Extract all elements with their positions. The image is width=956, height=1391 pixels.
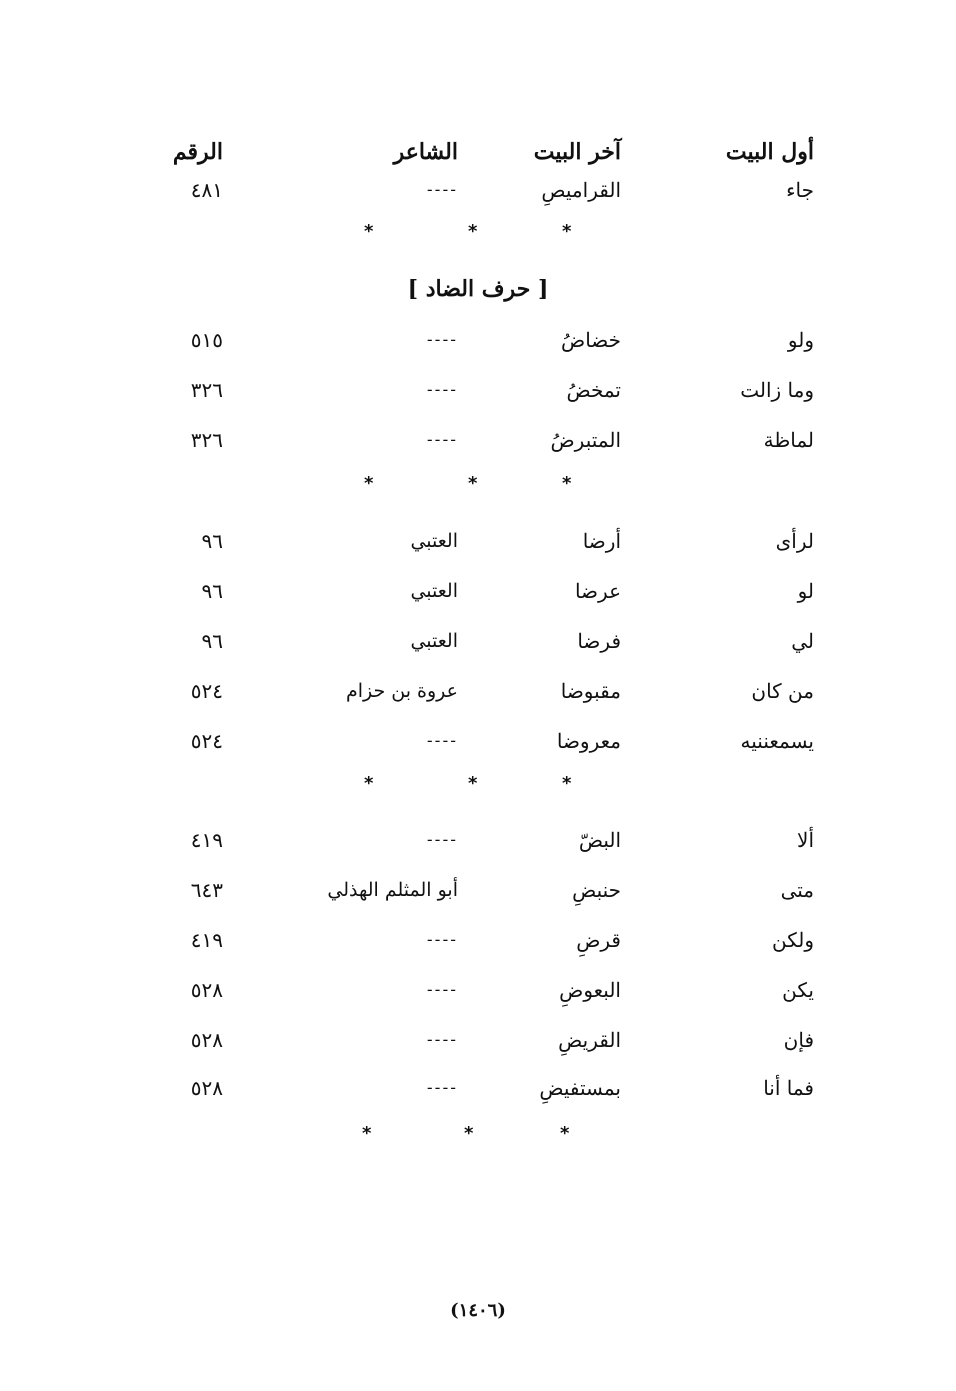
first-word: لي [791,629,814,653]
separator-star: * [364,773,374,794]
separator-stars [0,1124,956,1144]
poet-name: ---- [426,930,458,949]
last-word: خضاضُ [561,328,621,352]
separator-star: * [464,1123,474,1144]
verse-number: ٥٢٨ [190,978,223,1002]
verse-number: ٥٢٤ [190,729,223,753]
poet-name: ---- [426,830,458,849]
separator-stars [0,474,956,494]
verse-number: ٦٤٣ [190,878,223,902]
page-number: (١٤٠٦) [450,1300,506,1321]
last-word: مقبوضا [560,679,621,703]
verse-number: ٩٦ [201,529,223,553]
table-row [0,671,956,711]
verse-number: ٩٦ [201,629,223,653]
poet-name: العتبي [410,630,458,652]
first-word: فما أنا [763,1076,814,1100]
separator-star: * [468,473,478,494]
verse-number: ٣٢٦ [190,378,223,402]
header-last-verse: آخر البيت [533,139,621,165]
first-word: ألا [797,828,814,852]
poet-name: ---- [426,330,458,349]
first-word: لماظة [763,428,814,452]
last-word: البضّ [578,828,621,852]
separator-star: * [562,773,572,794]
verse-number: ٥٢٨ [190,1076,223,1100]
poet-name: ---- [426,380,458,399]
poet-name: ---- [426,731,458,750]
last-word: قرضِ [576,928,621,952]
first-word: يكن [782,978,814,1002]
last-word: البعوضِ [559,978,621,1002]
last-word: القريضِ [558,1028,621,1052]
first-word: من كان [751,679,814,703]
table-row [0,521,956,561]
first-word: لرأى [775,529,814,553]
separator-star: * [364,473,374,494]
separator-star: * [468,221,478,242]
poet-name: ---- [426,1078,458,1097]
poet-name: أبو المثلم الهذلي [327,879,458,901]
separator-star: * [562,473,572,494]
separator-star: * [468,773,478,794]
last-word: القراميصِ [541,178,621,202]
first-word: ولكن [771,928,814,952]
table-row [0,420,956,460]
separator-stars [0,774,956,794]
first-word: لو [797,579,814,603]
separator-stars [0,222,956,242]
table-row [0,170,956,210]
poet-name: العتبي [410,580,458,602]
last-word: معروضا [556,729,621,753]
poet-name: العتبي [410,530,458,552]
verse-number: ٥٢٨ [190,1028,223,1052]
poet-name: ---- [426,1030,458,1049]
first-word: جاء [786,178,814,202]
first-word: يسمعننيه [740,729,814,753]
verse-number: ٤١٩ [190,828,223,852]
table-row [0,820,956,860]
last-word: حنبضِ [572,878,621,902]
table-row [0,970,956,1010]
first-word: وما زالت [740,378,814,402]
separator-star: * [364,221,374,242]
table-row [0,571,956,611]
table-row [0,621,956,661]
verse-number: ٥٢٤ [190,679,223,703]
last-word: المتبرضُ [550,428,621,452]
first-word: فإن [783,1028,814,1052]
table-row [0,320,956,360]
verse-number: ٤٨١ [190,178,223,202]
table-row [0,721,956,761]
first-word: متى [780,878,814,902]
poet-name: ---- [426,980,458,999]
last-word: تمخضُ [566,378,621,402]
poet-name: ---- [426,430,458,449]
verse-number: ٣٢٦ [190,428,223,452]
last-word: بمستفيضِ [539,1076,621,1100]
last-word: عرضا [574,579,621,603]
verse-number: ٥١٥ [190,328,223,352]
table-row [0,1068,956,1108]
table-row [0,370,956,410]
poet-name: عروة بن حزام [345,680,458,702]
first-word: ولو [787,328,814,352]
separator-star: * [560,1123,570,1144]
table-row [0,1020,956,1060]
header-poet: الشاعر [393,139,458,165]
table-header [0,132,956,172]
last-word: أرضا [582,529,621,553]
poet-name: ---- [426,180,458,199]
table-row [0,920,956,960]
verse-number: ٩٦ [201,579,223,603]
header-number: الرقم [172,139,223,165]
last-word: فرضا [577,629,621,653]
section-title: [ حرف الضاد ] [407,276,549,302]
table-row [0,870,956,910]
separator-star: * [562,221,572,242]
separator-star: * [362,1123,372,1144]
header-first-verse: أول البيت [725,139,814,165]
verse-number: ٤١٩ [190,928,223,952]
